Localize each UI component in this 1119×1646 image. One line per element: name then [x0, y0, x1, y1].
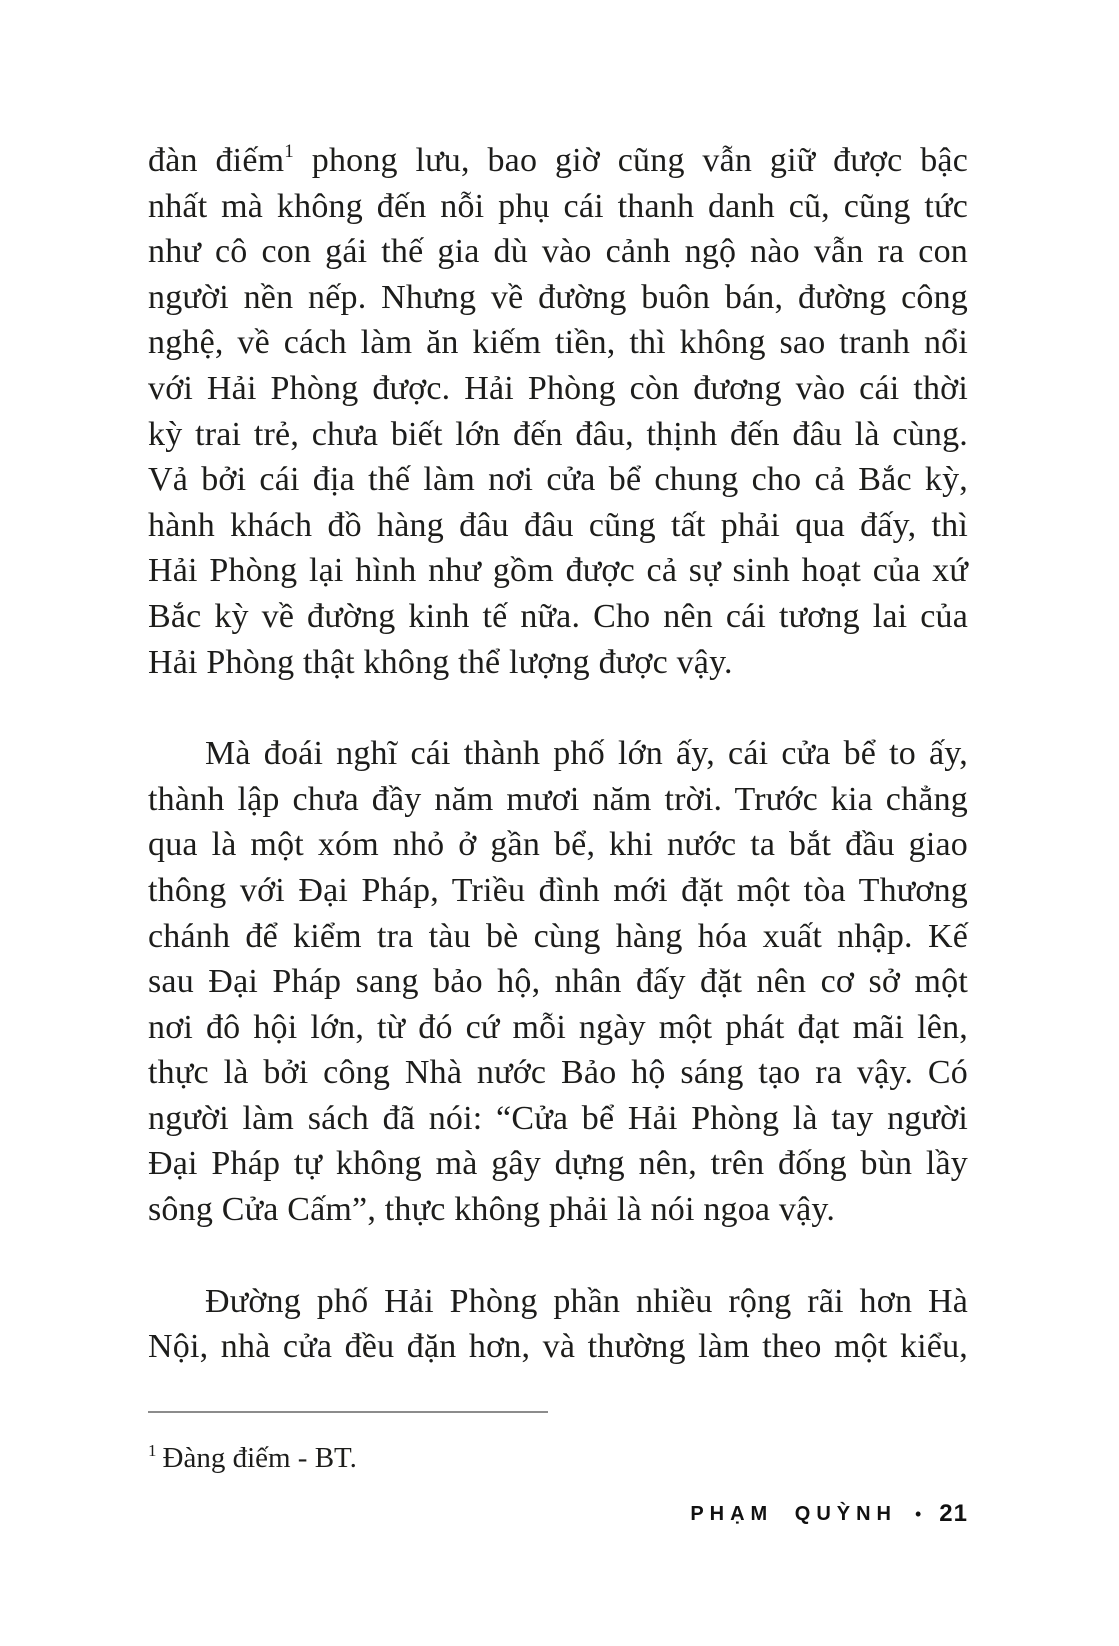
footnote — [148, 1438, 848, 1478]
page-footer — [690, 1500, 968, 1528]
text-line: thông với Đại Pháp, Triều đình mới đặt một tòa Thương — [148, 871, 968, 909]
footnote-text: Đàng điếm - BT. — [162, 1442, 357, 1474]
text-line: qua là một xóm nhỏ ở gần bể, khi nước ta bắt đầu giao — [148, 826, 968, 864]
footnote-reference: 1 — [284, 141, 294, 162]
text-line: thực là bởi công Nhà nước Bảo hộ sáng tạo ra vậy. Có — [148, 1054, 968, 1092]
text-line: Đại Pháp tự không mà gây dựng nên, trên đống bùn lầy — [148, 1145, 968, 1183]
text-line: Hải Phòng lại hình như gồm được cả sự sinh hoạt của xứ — [148, 552, 968, 590]
paragraph-1 — [148, 138, 968, 685]
text-line: nghệ, về cách làm ăn kiếm tiền, thì không sao tranh nổi — [148, 324, 968, 362]
text-line: kỳ trai trẻ, chưa biết lớn đến đâu, thịnh đến đâu là cùng. — [148, 415, 968, 453]
text-line: Bắc kỳ về đường kinh tế nữa. Cho nên cái tương lai của — [148, 597, 968, 635]
text-line: với Hải Phòng được. Hải Phòng còn đương vào cái thời — [148, 369, 968, 407]
paragraph-2 — [148, 731, 968, 1233]
text-line: Vả bởi cái địa thế làm nơi cửa bể chung cho cả Bắc kỳ, — [148, 461, 968, 499]
footnote-divider — [148, 1411, 548, 1413]
text-line: người nền nếp. Nhưng về đường buôn bán, đường công — [148, 278, 968, 316]
text-line: Nội, nhà cửa đều đặn hơn, và thường làm theo một kiểu, — [148, 1328, 968, 1366]
paragraph-3 — [148, 1279, 968, 1370]
text-line: sau Đại Pháp sang bảo hộ, nhân đấy đặt nên cơ sở một — [148, 963, 968, 1001]
text-line: người làm sách đã nói: “Cửa bể Hải Phòng là tay người — [148, 1099, 968, 1137]
text-line: nhất mà không đến nỗi phụ cái thanh danh cũ, cũng tức — [148, 187, 968, 225]
line-text: đàn điếm — [148, 142, 285, 179]
line-text: phong lưu, bao giờ cũng vẫn giữ được bậc — [293, 142, 968, 179]
text-line: như cô con gái thế gia dù vào cảnh ngộ nào vẫn ra con — [148, 233, 968, 271]
text-line: hành khách đồ hàng đâu đâu cũng tất phải qua đấy, thì — [148, 506, 968, 544]
text-line: Mà đoái nghĩ cái thành phố lớn ấy, cái cửa bể to ấy, — [205, 735, 968, 773]
bullet-separator-icon: • — [914, 1504, 922, 1524]
text-line: Đường phố Hải Phòng phần nhiều rộng rãi hơn Hà — [205, 1282, 968, 1320]
text-line: chánh để kiểm tra tàu bè cùng hàng hóa xuất nhập. Kế — [148, 917, 968, 955]
author-name: PHẠM QUỲNH — [690, 1502, 897, 1525]
text-line: Hải Phòng thật không thể lượng được vậy. — [148, 643, 733, 681]
text-line: nơi đô hội lớn, từ đó cứ mỗi ngày một phát đạt mãi lên, — [148, 1008, 968, 1046]
page-number: 21 — [939, 1500, 968, 1527]
text-line: thành lập chưa đầy năm mươi năm trời. Trước kia chẳng — [148, 780, 968, 818]
footnote-marker: 1 — [148, 1441, 157, 1460]
text-line — [148, 138, 968, 184]
body-text — [148, 138, 968, 1370]
text-line: sông Cửa Cấm”, thực không phải là nói ngoa vậy. — [148, 1191, 836, 1229]
